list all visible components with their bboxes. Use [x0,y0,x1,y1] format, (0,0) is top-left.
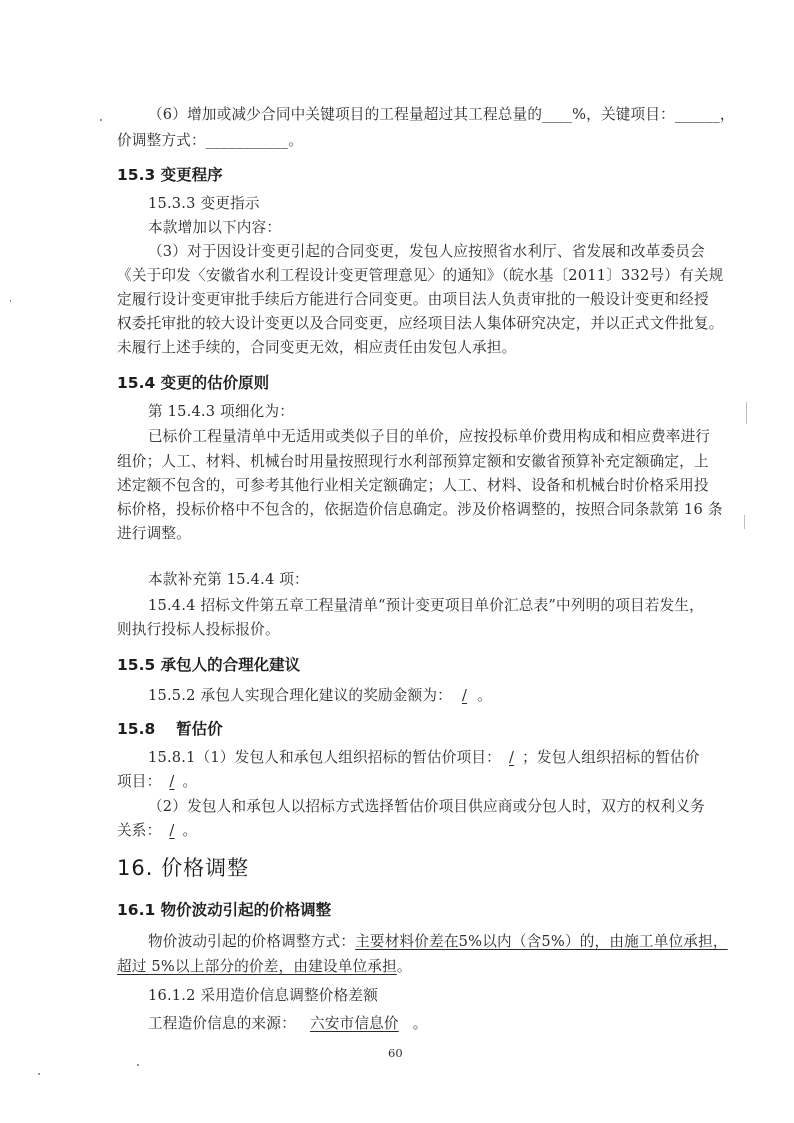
paragraph-line: 已标价工程量清单中无适用或类似子目的单价，应按投标单价费用构成和相应费率进行 [148,428,711,445]
provisional-sum-line [148,748,700,768]
reward-amount-line [148,686,492,706]
info-source-label: 工程造价信息的来源： [148,1015,296,1032]
item-value: / [169,773,175,790]
heading-16: 16. 价格调整 [117,856,250,880]
price-adjust-method-line: 价调整方式：___________。 [117,132,304,149]
paragraph-line: 本款补充第 15.4.4 项： [148,571,309,588]
period: 。 [182,822,198,839]
heading-15-4: 15.4 变更的估价原则 [117,374,270,392]
scan-speck [100,119,102,121]
fluctuation-label: 物价波动引起的价格调整方式： [148,933,356,950]
period: 。 [477,687,492,704]
period: 。 [396,958,412,975]
relation-label: 关系： [117,822,162,839]
paragraph-line: 权委托审批的较大设计变更以及合同变更，应经项目法人集体研究决定，并以正式文件批复。 [117,315,724,332]
paragraph-line: 述定额不包含的，可参考其他行业相关定额确定；人工、材料、设备和机械台时价格采用投 [117,477,709,494]
price-fluctuation-line [148,932,728,952]
price-fluctuation-line-2 [117,957,412,977]
info-source-value: 六安市信息价 [309,1015,399,1032]
provisional-item-line [117,772,197,792]
heading-15-8: 15.8 暂估价 [117,720,223,738]
reward-label: 15.5.2 承包人实现合理化建议的奖励金额为： [148,687,452,704]
paragraph-line: 第 15.4.3 项细化为： [148,403,295,420]
scan-speck [10,300,11,302]
scan-speck [137,1064,139,1066]
paragraph-line: 未履行上述手续的，合同变更无效，相应责任由发包人承担。 [117,339,517,356]
period: 。 [182,773,198,790]
scan-edge-mark [746,402,747,424]
info-source-line [148,1014,428,1034]
paragraph-line: （2）发包人和承包人以招标方式选择暂估价项目供应商或分包人时，双方的权利义务 [148,798,705,815]
page-number: 60 [388,1046,403,1060]
paragraph-line: 组价；人工、材料、机械台时用量按照现行水利部预算定额和安徽省预算补充定额确定，上 [117,453,709,470]
relation-line [117,821,197,841]
paragraph-line: 标价格，投标价格中不包含的，依据造价信息确定。涉及价格调整的，按照合同条款第 16 条 [117,501,723,518]
paragraph-line: 本款增加以下内容： [148,219,282,236]
provisional-label: 15.8.1（1）发包人和承包人组织招标的暂估价项目： [148,749,501,766]
clause-6-line: （6）增加或减少合同中关键项目的工程量超过其工程总量的____%，关键项目：______， [148,106,735,123]
scan-edge-mark [744,515,745,529]
provisional-label-2: ；发包人组织招标的暂估价 [522,749,700,766]
fluctuation-value: 主要材料价差在5%以内（含5%）的，由施工单位承担， [355,933,728,950]
provisional-value: / [508,749,515,766]
paragraph-line: 则执行投标人投标报价。 [117,621,280,638]
subclause-15-3-3: 15.3.3 变更指示 [148,195,260,212]
scan-speck [38,1073,40,1075]
period: 。 [412,1015,428,1032]
paragraph-line: 进行调整。 [117,525,191,542]
relation-value: / [169,822,175,839]
subclause-16-1-2: 16.1.2 采用造价信息调整价格差额 [148,987,378,1004]
paragraph-line: 15.4.4 招标文件第五章工程量清单“预计变更项目单价汇总表”中列明的项目若发生， [148,597,704,614]
paragraph-line: 《关于印发〈安徽省水利工程设计变更管理意见〉的通知》（皖水基〔2011〕332号）有关规 [117,267,724,284]
item-label: 项目： [117,773,162,790]
paragraph-line: 定履行设计变更审批手续后方能进行合同变更。由项目法人负责审批的一般设计变更和经授 [117,291,709,308]
reward-value: / [461,687,468,704]
heading-15-3: 15.3 变更程序 [117,166,223,184]
heading-16-1: 16.1 物价波动引起的价格调整 [117,901,332,919]
heading-15-5: 15.5 承包人的合理化建议 [117,656,301,674]
fluctuation-value-2: 超过 5%以上部分的价差，由建设单位承担 [117,958,397,975]
paragraph-line: （3）对于因设计变更引起的合同变更，发包人应按照省水利厅、省发展和改革委员会 [148,243,705,260]
